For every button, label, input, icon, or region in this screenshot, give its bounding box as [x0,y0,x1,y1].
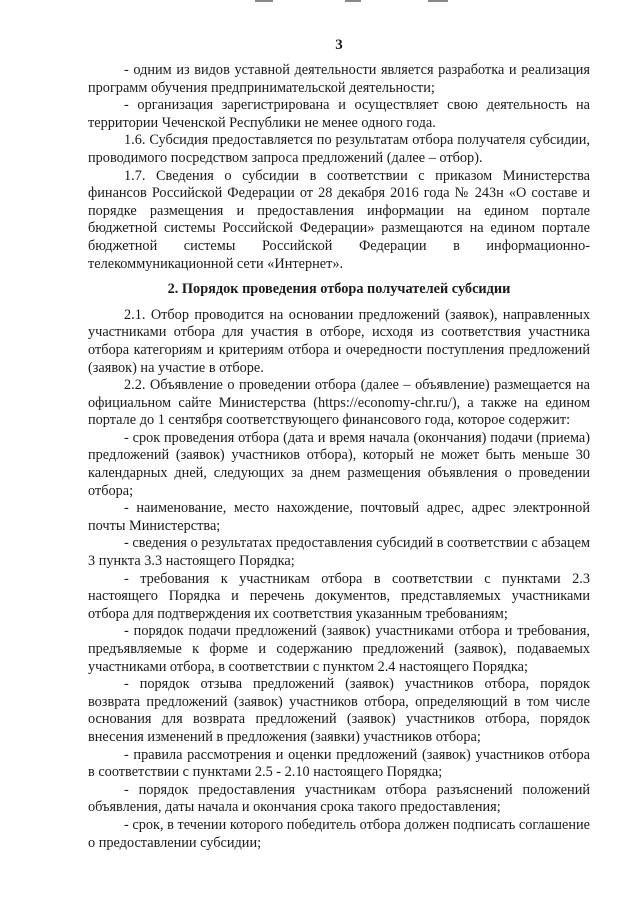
page-number: 3 [335,37,343,53]
paragraph: - порядок подачи предложений (заявок) участниками отбора и требования, предъявляемые к форме и содержанию предложений (заявок), подаваемых участниками отбора, в соответствии с пунктом 2.4 настоящего Порядка; [88,623,590,675]
paragraph: - порядок предоставления участникам отбора разъяснений положений объявления, даты начала и окончания срока такого предоставления; [88,781,590,816]
paragraph: - порядок отзыва предложений (заявок) участников отбора, порядок возврата предложений (заявок) участников отбора, определяющий в том числе основания для возврата предложений (заявок) участников отбора, порядок внесения изменений в предложения (заявки) участников отбора; [88,676,590,745]
paragraph: - срок проведения отбора (дата и время начала (окончания) подачи (приема) предложений (заявок) участников отбора), который не может быть меньше 30 календарных дней, следующих за днем размещения объявления о проведении отбора; [88,429,590,499]
paragraph: - сведения о результатах предоставления субсидий в соответствии с абзацем 3 пункта 3.3 настоящего Порядка; [88,535,590,570]
paragraph: 2.2. Объявление о проведении отбора (далее – объявление) размещается на официальном сайте Министерства (https://economy-chr.ru/), а также на едином портале до 1 сентября соответствующего финансового года, которое содержит: [88,377,590,429]
paragraph: - требования к участникам отбора в соответствии с пунктами 2.3 настоящего Порядка и перечень документов, представляемых участниками отбора для подтверждения их соответствия указанным требованиям; [88,570,590,622]
paragraph: - наименование, место нахождение, почтовый адрес, адрес электронной почты Министерства; [88,500,590,534]
paragraph: - одним из видов уставной деятельности является разработка и реализация программ обучения предпринимательской деятельности; [88,62,590,96]
paragraph: 1.6. Субсидия предоставляется по результатам отбора получателя субсидии, проводимого посредством запроса предложений (далее – отбор). [88,132,590,166]
paragraph: 2.1. Отбор проводится на основании предложений (заявок), направленных участниками отбора для участия в отборе, исходя из соответствия участника отбора категориям и критериям отбора и очередности поступления предложений (заявок) на участие в отборе. [88,306,590,376]
paragraph: - организация зарегистрирована и осуществляет свою деятельность на территории Чеченской Республики не менее одного года. [88,97,590,131]
intro-block [88,62,590,273]
section-body [88,307,590,852]
section-heading: 2. Порядок проведения отбора получателей субсидии [167,281,511,298]
paragraph: 1.7. Сведения о субсидии в соответствии с приказом Министерства финансов Российской Федерации от 28 декабря 2016 года № 243н «О составе и порядке размещения и предоставления информации на едином портале бюджетной системы Российской Федерации» размещаются на едином портале бюджетной системы Российской Федерации в информационно-телекоммуникационной сети «Интернет». [88,167,590,272]
paragraph: - срок, в течении которого победитель отбора должен подписать соглашение о предоставлении субсидии; [88,816,590,851]
paragraph: - правила рассмотрения и оценки предложений (заявок) участников отбора в соответствии с пунктами 2.5 - 2.10 настоящего Порядка; [88,746,590,781]
